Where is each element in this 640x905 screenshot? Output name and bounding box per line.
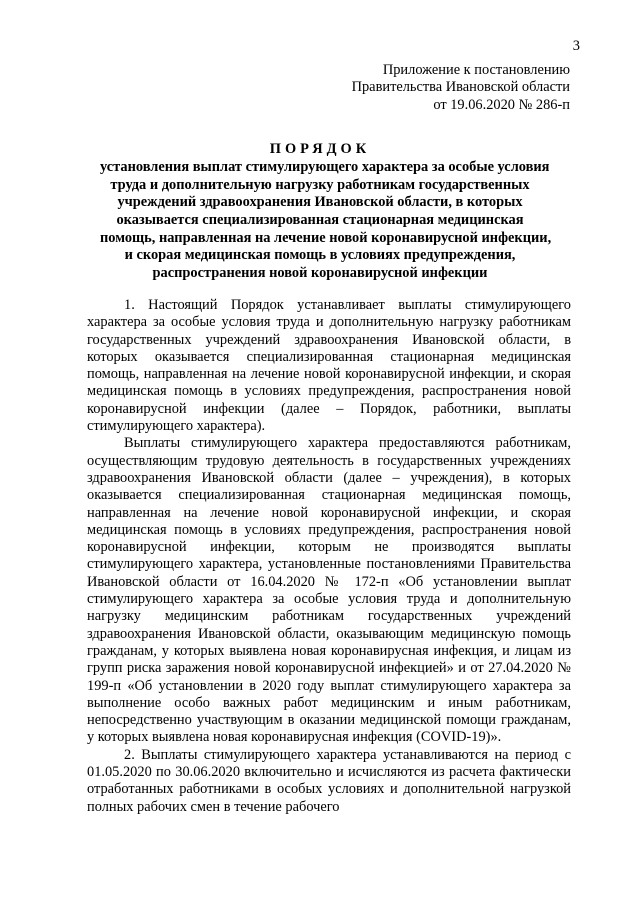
subtitle-line: установления выплат стимулирующего характера за особые условия [100, 159, 550, 176]
paragraph: 2. Выплаты стимулирующего характера устанавливаются на период с 01.05.2020 по 30.06.2020 включительно и исчисляются из расчета фактически отработанных работниками в особых условиях и дополнительной нагрузкой полных рабочих смен в течение рабочего [87, 746, 571, 815]
subtitle-line: оказывается специализированная стационарная медицинская [116, 212, 524, 229]
document-body [87, 297, 571, 816]
subtitle-line: распространения новой коронавирусной инфекции [152, 264, 488, 281]
page-number: 3 [572, 38, 580, 54]
subtitle-line: труда и дополнительную нагрузку работникам государственных [110, 176, 530, 193]
document-title: ПОРЯДОК [269, 141, 371, 157]
subtitle-line: помощь, направленная на лечение новой коронавирусной инфекции, [100, 229, 552, 246]
subtitle-line: учреждений здравоохранения Ивановской области, в которых [117, 194, 523, 211]
attachment-line: Правительства Ивановской области [351, 79, 570, 96]
paragraph: Выплаты стимулирующего характера предоставляются работникам, осуществляющим трудовую деятельность в государственных учреждениях здравоохранения Ивановской области (далее – учреждения), в которых оказывается специализированная стационарная медицинская помощь, направленная на лечение новой коронавирусной инфекции, и скорая медицинская помощь в условиях предупреждения, распространения новой коронавирусной инфекции, которым не производятся выплаты стимулирующего характера, установленные постановлениями Правительства Ивановской области от 16.04.2020 № 172-п «Об установлении выплат стимулирующего характера за особые условия труда и дополнительную нагрузку медицинским работникам государственных учреждений здравоохранения Ивановской области, оказывающим медицинскую помощь гражданам, у которых выявлена новая коронавирусная инфекция, и лицам из групп риска заражения новой коронавирусной инфекцией» и от 27.04.2020 № 199-п «Об установлении в 2020 году выплат стимулирующего характера за выполнение особо важных работ медицинским и иным работникам, непосредственно участвующим в оказании медицинской помощи гражданам, у которых выявлена новая коронавирусная инфекция (COVID-19)». [87, 435, 571, 746]
attachment-note [330, 62, 570, 114]
paragraph: 1. Настоящий Порядок устанавливает выплаты стимулирующего характера за особые условия труда и дополнительную нагрузку работникам государственных учреждений здравоохранения Ивановской области, в которых оказывается специализированная стационарная медицинская помощь, направленная на лечение новой коронавирусной инфекции, и скорая медицинская помощь в условиях предупреждения, распространения новой коронавирусной инфекции (далее – Порядок, работники, выплаты стимулирующего характера). [87, 297, 571, 435]
document-heading [100, 141, 552, 282]
attachment-line: Приложение к постановлению [382, 62, 570, 78]
attachment-line: от 19.06.2020 № 286-п [433, 96, 570, 113]
subtitle-line: и скорая медицинская помощь в условиях предупреждения, [124, 247, 516, 264]
